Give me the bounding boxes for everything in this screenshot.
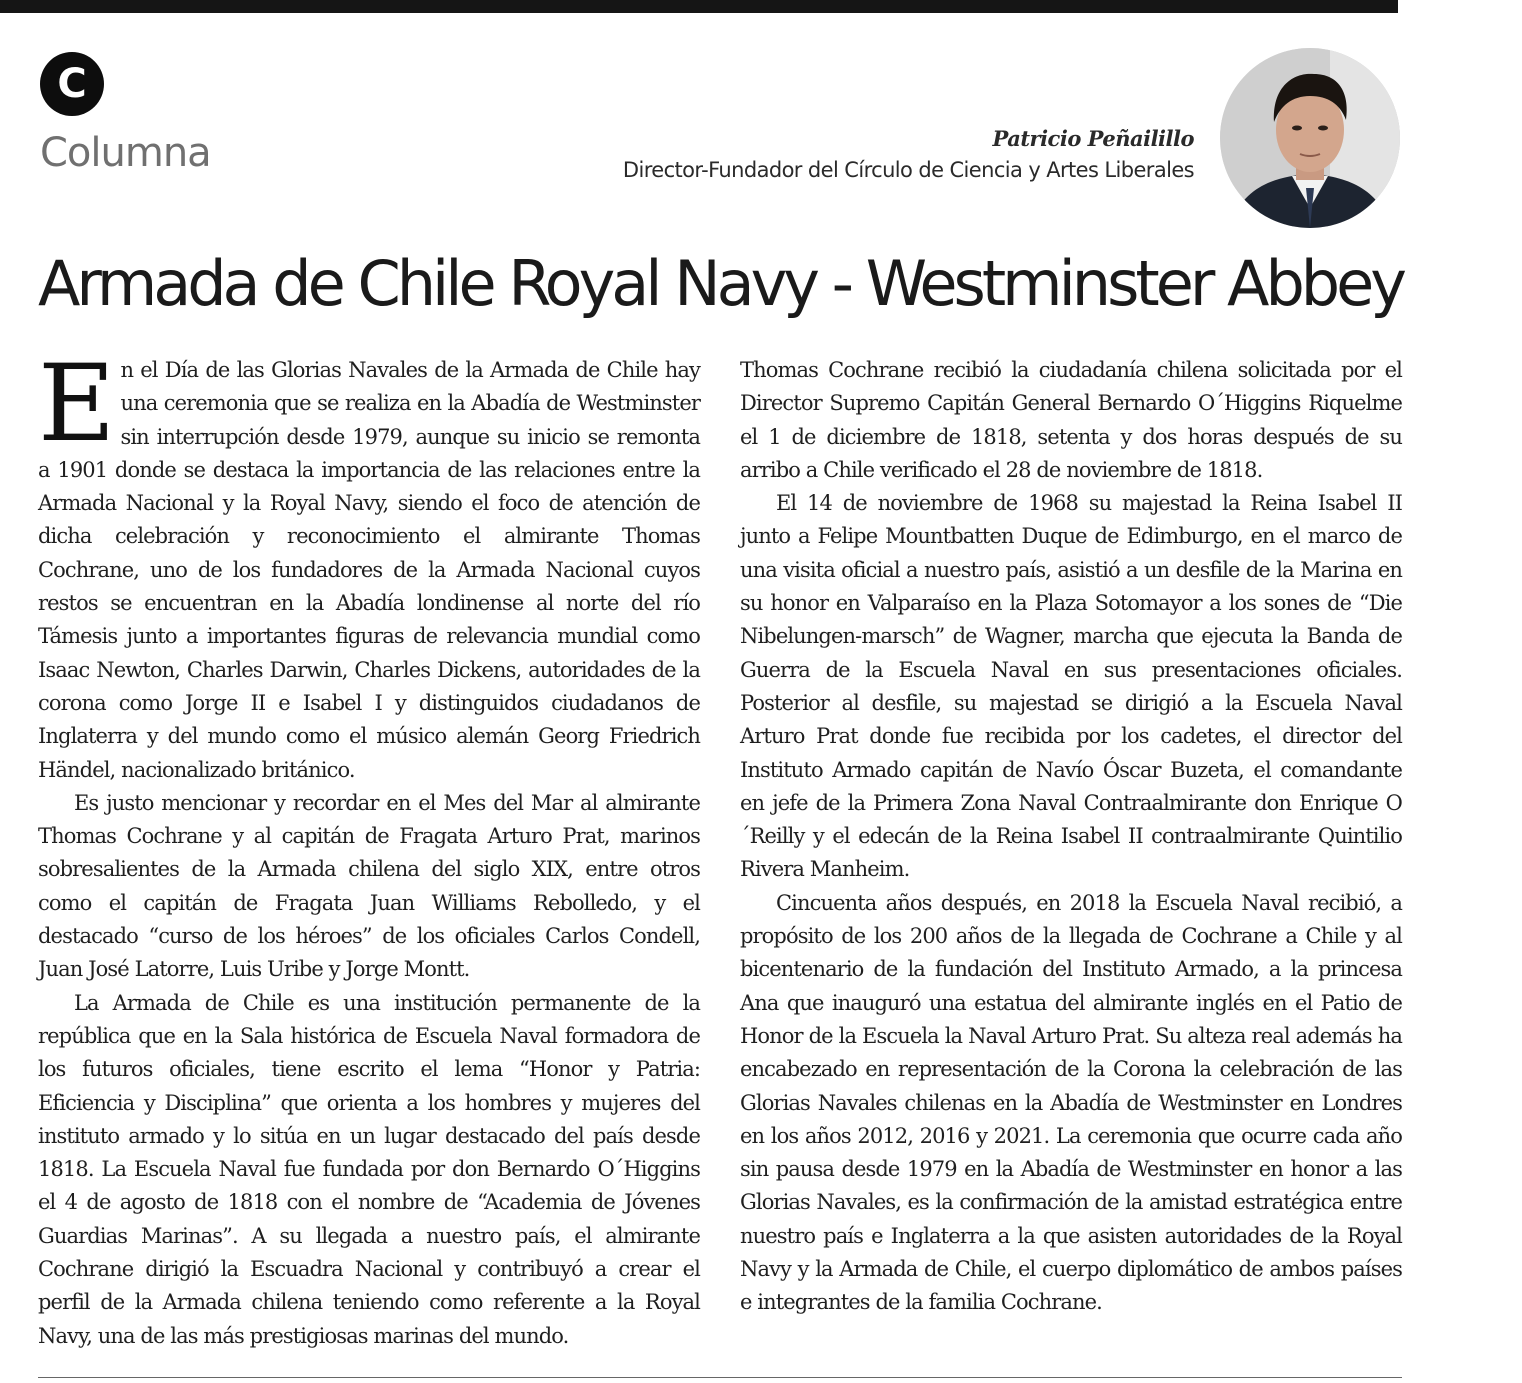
- article-paragraph: El 14 de noviembre de 1968 su majestad la Reina Isabel II junto a Felipe Mountbatten Duque de Edimburgo, en el marco de una visita oficial a nuestro país, asistió a un desfile de la Marina en su honor en Valparaíso en la Plaza Sotomayor a los sones de “Die Nibelungen-marsch” de Wagner, marcha que ejecuta la Banda de Guerra de la Escuela Naval en sus presentaciones oficiales. Posterior al desfile, su majestad se dirigió a la Escuela Naval Arturo Prat donde fue recibida por los cadetes, el director del Instituto Armado capitán de Navío Óscar Buzeta, el comandante en jefe de la Primera Zona Naval Contraalmirante don Enrique O´Reilly y el edecán de la Reina Isabel II contraalmirante Quintilio Rivera Manheim.: [740, 491, 1402, 882]
- drop-cap: E: [38, 342, 115, 465]
- section-badge: C: [40, 52, 104, 116]
- top-rule: [0, 0, 1398, 13]
- headline: Armada de Chile Royal Navy - Westminster Abbey: [38, 247, 1404, 320]
- article-paragraph: La Armada de Chile es una institución permanente de la república que en la Sala histórica de Escuela Naval formadora de los futuros oficiales, tiene escrito el lema “Honor y Patria: Eficiencia y Disciplina” que orienta a los hombres y mujeres del instituto armado y lo sitúa en un lugar destacado del país desde 1818. La Escuela Naval fue fundada por don Bernardo O´Higgins el 4 de agosto de 1818 con el nombre de “Academia de Jóvenes Guardias Marinas”. A su llegada a nuestro país, el almirante Cochrane dirigió la Escuadra Nacional y contribuyó a crear el perfil de la Armada chilena teniendo como referente a la Royal Navy, una de las más prestigiosas marinas del mundo.: [38, 990, 700, 1348]
- author-photo: [1220, 48, 1400, 228]
- section-label: Columna: [40, 130, 211, 176]
- author-name: Patricio Peñailillo: [992, 126, 1194, 151]
- article-column-left: [38, 342, 700, 1353]
- article-paragraph: [38, 342, 700, 787]
- article-column-right: [740, 354, 1402, 1320]
- author-role: Director-Fundador del Círculo de Ciencia y Artes Liberales: [622, 158, 1194, 182]
- bottom-rule: [38, 1377, 1402, 1378]
- paragraph-text: n el Día de las Glorias Navales de la Armada de Chile hay una ceremonia que se realiza en la Abadía de Westminster sin interrupción desde 1979, aunque su inicio se remonta a 1901 donde se destaca la importancia de las relaciones entre la Armada Nacional y la Royal Navy, siendo el foco de atención de dicha celebración y reconocimiento el almirante Thomas Cochrane, uno de los fundadores de la Armada Nacional cuyos restos se encuentran en la Abadía londinense al norte del río Támesis junto a importantes figuras de relevancia mundial como Isaac Newton, Charles Darwin, Charles Dickens, autoridades de la corona como Jorge II e Isabel I y distinguidos ciudadanos de Inglaterra y del mundo como el músico alemán Georg Friedrich Händel, nacionalizado británico.: [38, 358, 700, 782]
- article-paragraph: Thomas Cochrane recibió la ciudadanía chilena solicitada por el Director Supremo Capitán General Bernardo O´Higgins Riquelme el 1 de diciembre de 1818, setenta y dos horas después de su arribo a Chile verificado el 28 de noviembre de 1818.: [740, 358, 1402, 482]
- article-paragraph: Es justo mencionar y recordar en el Mes del Mar al almirante Thomas Cochrane y al capitán de Fragata Arturo Prat, marinos sobresalientes de la Armada chilena del siglo XIX, entre otros como el capitán de Fragata Juan Williams Rebolledo, y el destacado “curso de los héroes” de los oficiales Carlos Condell, Juan José Latorre, Luis Uribe y Jorge Montt.: [38, 790, 700, 982]
- article-paragraph: Cincuenta años después, en 2018 la Escuela Naval recibió, a propósito de los 200 años de la llegada de Cochrane a Chile y al bicentenario de la fundación del Instituto Armado, a la princesa Ana que inauguró una estatua del almirante inglés en el Patio de Honor de la Escuela la Naval Arturo Prat. Su alteza real además ha encabezado en representación de la Corona la celebración de las Glorias Navales chilenas en la Abadía de Westminster en Londres en los años 2012, 2016 y 2021. La ceremonia que ocurre cada año sin pausa desde 1979 en la Abadía de Westminster en honor a las Glorias Navales, es la confirmación de la amistad estratégica entre nuestro país e Inglaterra a la que asisten autoridades de la Royal Navy y la Armada de Chile, el cuerpo diplomático de ambos países e integrantes de la familia Cochrane.: [740, 890, 1402, 1315]
